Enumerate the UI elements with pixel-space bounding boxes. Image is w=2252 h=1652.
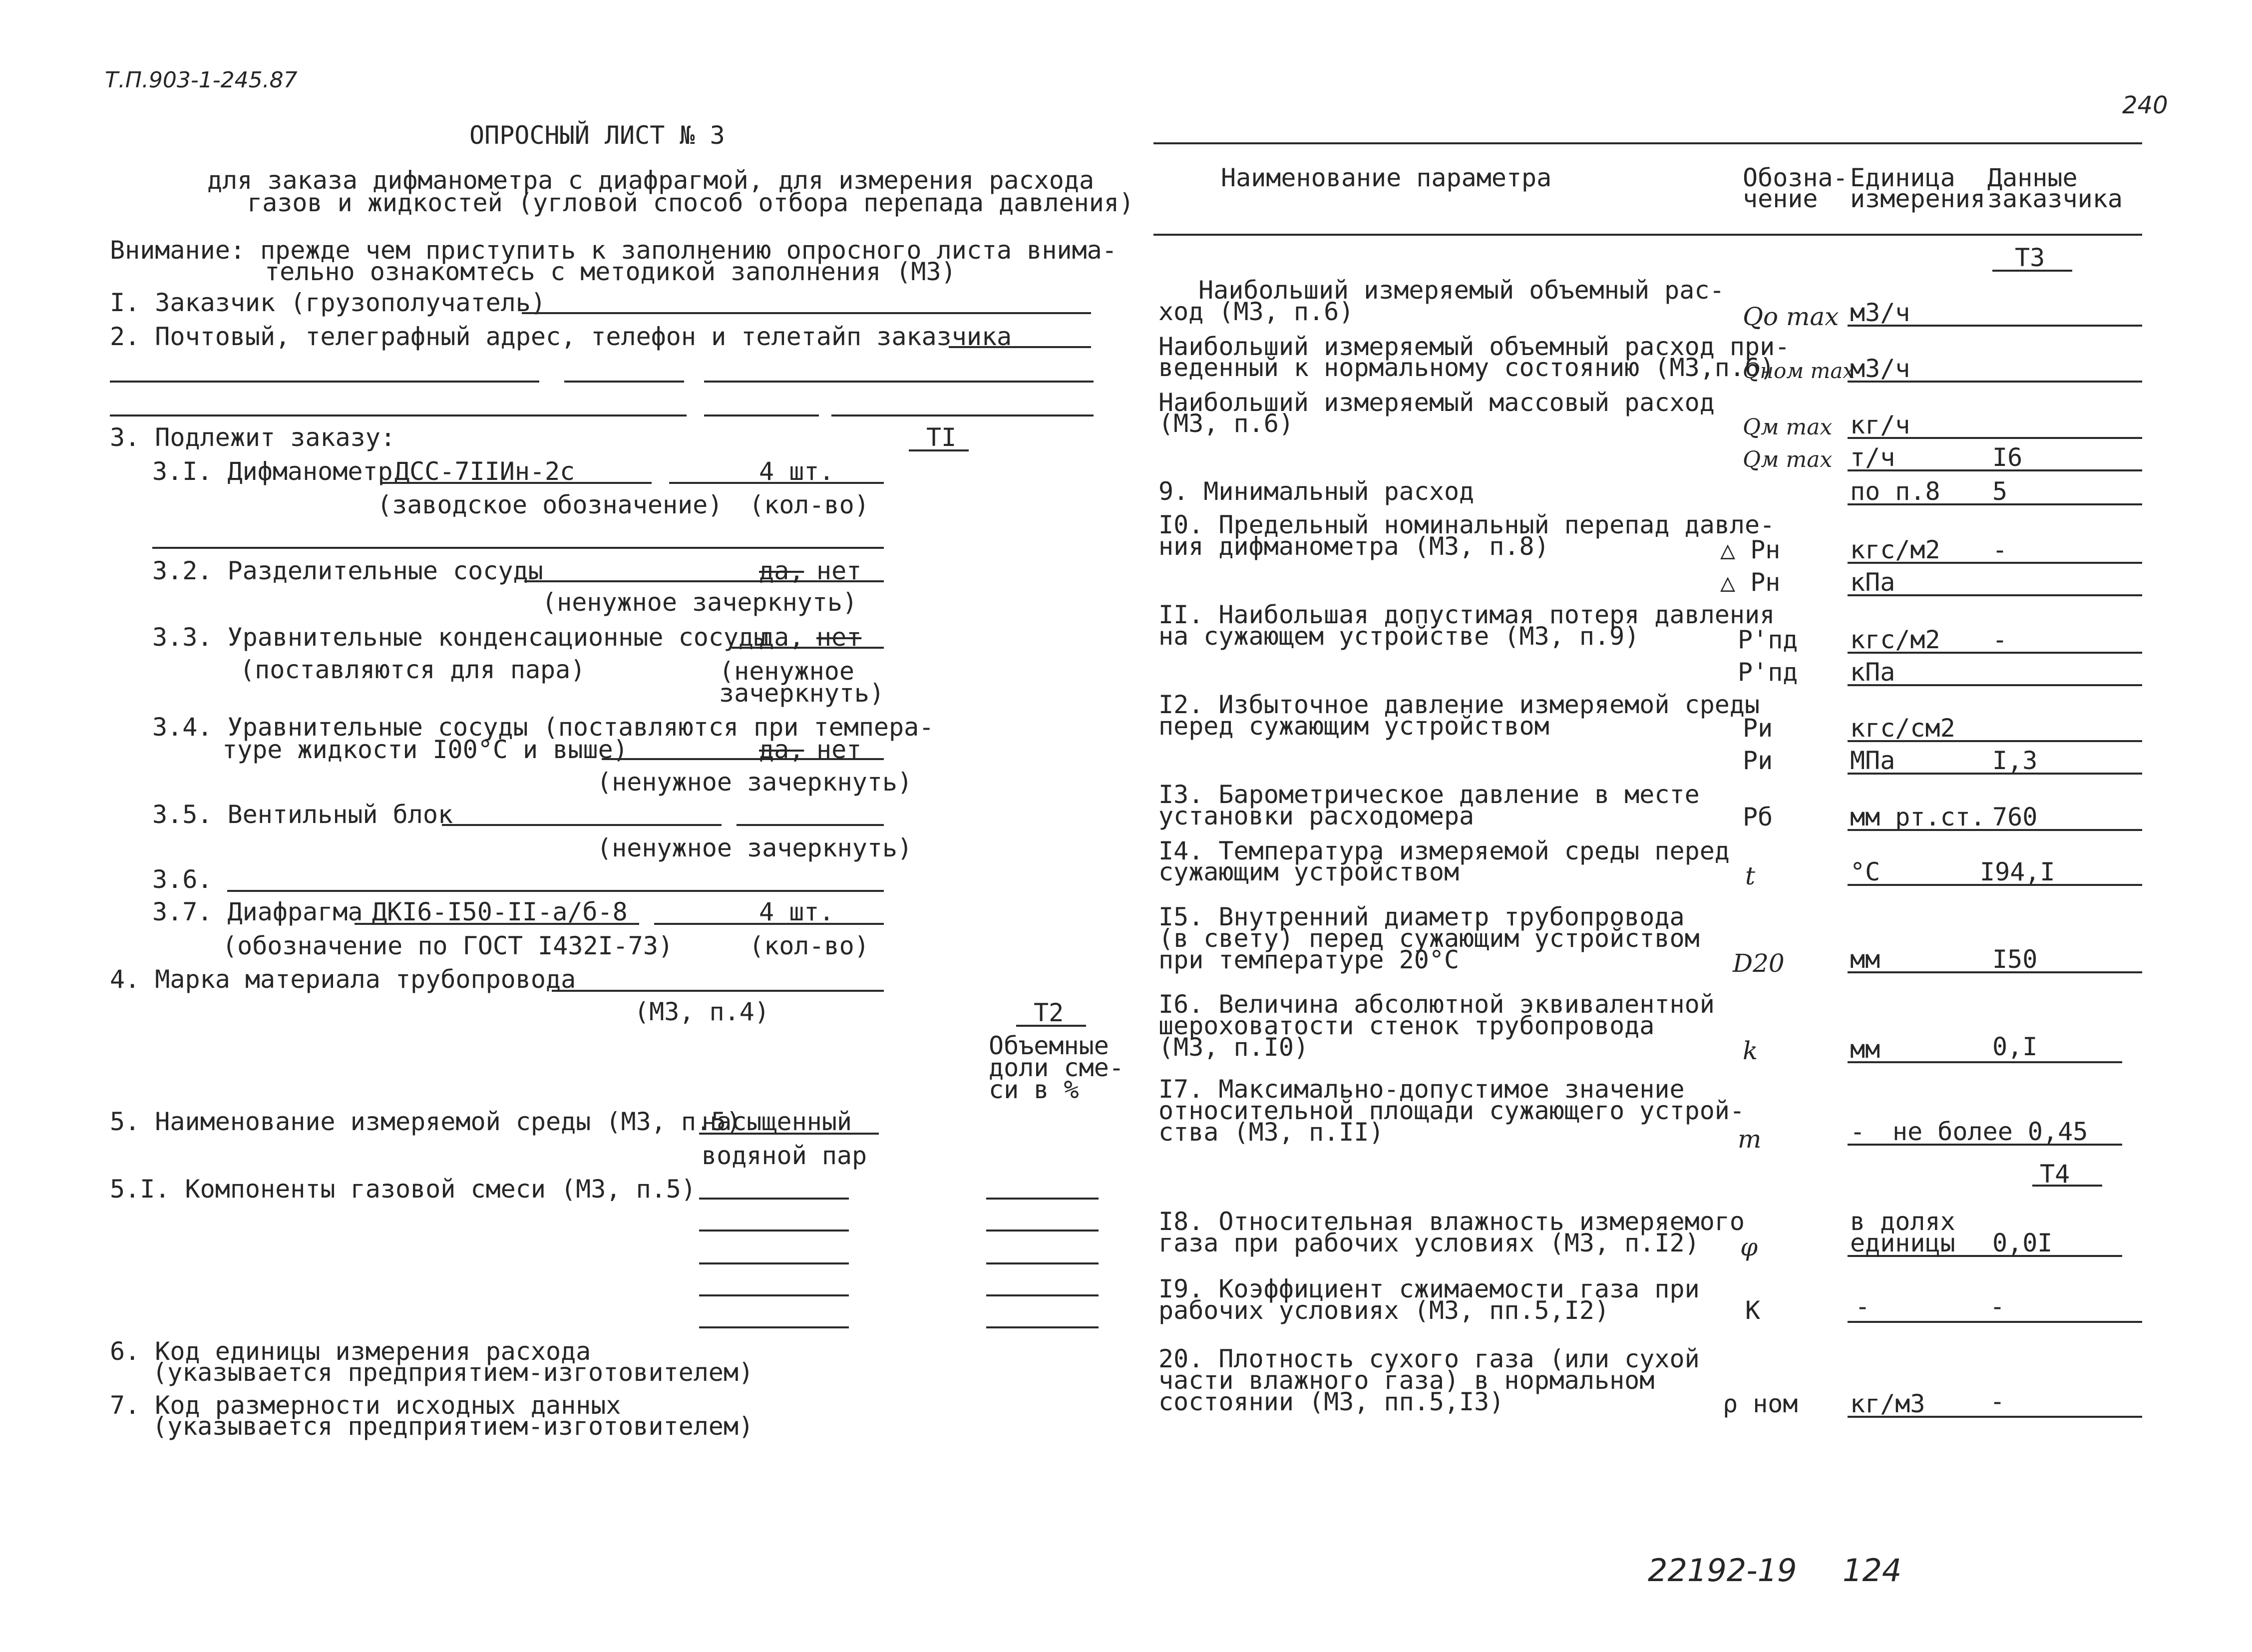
attention-line2: тельно ознакомтесь с методикой заполнения (МЗ) (265, 257, 956, 286)
param-row-13-value: I50 (1992, 945, 2038, 974)
item-3-7-qty: 4 шт. (759, 897, 834, 926)
param-row-17-value: - (1990, 1292, 2005, 1321)
gas-fraction-3[interactable] (986, 1262, 1099, 1264)
item-5-1-label: 5.I. Компоненты газовой смеси (МЗ, п.5) (110, 1175, 696, 1204)
t2-caption-1: Объемные (989, 1031, 1109, 1060)
item-3-4-line1: 3.4. Уравнительные сосуды (поставляются при темпера- (152, 713, 934, 742)
param-row-2-field[interactable] (1848, 437, 2142, 439)
gas-component-5[interactable] (699, 1326, 849, 1328)
column-header-unit-1: Единица (1850, 163, 1955, 192)
gas-fraction-4[interactable] (986, 1294, 1099, 1296)
param-row-16-field[interactable] (1848, 1255, 2122, 1257)
item-3-4-line2: туре жидкости I00°С и выше) (222, 735, 628, 764)
param-row-10-unit: МПа (1850, 746, 1895, 775)
param-row-6-symbol: △ Рн (1720, 568, 1781, 597)
item-4-label: 4. Марка материала трубопровода (110, 965, 576, 994)
param-row-11-field[interactable] (1848, 829, 2142, 831)
param-row-5-unit: кгс/м2 (1850, 535, 1940, 564)
item-3-1-qty: 4 шт. (759, 457, 834, 486)
param-row-2-line1: Наибольший измеряемый массовый расход (1158, 388, 1715, 417)
item-3-1-field[interactable] (382, 482, 652, 484)
item-3-7-label: 3.7. Диафрагма (152, 897, 363, 926)
param-row-10-value: I,3 (1992, 746, 2038, 775)
item-3-2-label: 3.2. Разделительные сосуды (152, 556, 543, 585)
param-row-4-line1: 9. Минимальный расход (1158, 477, 1475, 506)
item-5-label: 5. Наименование измеряемой среды (МЗ, п.5) (110, 1107, 742, 1136)
item-4-hint: (МЗ, п.4) (634, 997, 769, 1026)
item-3-1-extra-field[interactable] (152, 547, 884, 549)
t4-underline (2032, 1185, 2102, 1187)
param-row-12-field[interactable] (1848, 884, 2142, 886)
param-row-9-line1: I2. Избыточное давление измеряемой среды (1158, 690, 1760, 719)
param-row-16-symbol: φ (1740, 1233, 1758, 1261)
item-3-1-hint2: (кол-во) (749, 490, 869, 519)
item-2-field-line3a[interactable] (110, 414, 687, 416)
item-3-3-hint1: (поставляются для пара) (240, 655, 586, 684)
param-row-13-field[interactable] (1848, 971, 2142, 973)
column-header-name: Наименование параметра (1221, 163, 1552, 192)
item-1-field[interactable] (522, 312, 1091, 314)
param-row-15-symbol: m (1738, 1125, 1762, 1154)
gas-component-1[interactable] (699, 1198, 849, 1200)
item-2-field[interactable] (949, 346, 1091, 348)
item-3-3-label: 3.3. Уравнительные конденсационные сосуды (152, 623, 769, 652)
param-row-0-line2: ход (МЗ, п.6) (1158, 297, 1354, 326)
param-row-1-unit: м3/ч (1850, 354, 1910, 383)
item-3-3-yes: да, (759, 623, 804, 652)
param-row-14-symbol: k (1743, 1036, 1758, 1065)
param-row-14-line1: I6. Величина абсолютной эквивалентной (1158, 990, 1715, 1019)
item-3-2-no: нет (816, 556, 862, 585)
t1-underline (909, 449, 969, 451)
item-3-label: 3. Подлежит заказу: (110, 423, 395, 452)
item-3-1-hint1: (заводское обозначение) (377, 490, 723, 519)
param-row-17-symbol: К (1745, 1296, 1761, 1325)
param-row-4-value: 5 (1992, 477, 2008, 506)
param-row-0-line1: Наибольший измеряемый объемный рас- (1198, 276, 1725, 305)
param-row-18-line3: состоянии (МЗ, пп.5,I3) (1158, 1387, 1504, 1416)
item-3-1-label: 3.I. Дифманометр (152, 457, 393, 486)
gas-component-2[interactable] (699, 1230, 849, 1232)
form-title: ОПРОСНЫЙ ЛИСТ № 3 (469, 121, 725, 150)
item-3-4-no: нет (816, 735, 862, 764)
param-row-17-field[interactable] (1848, 1321, 2142, 1323)
gas-component-3[interactable] (699, 1262, 849, 1264)
param-row-18-field[interactable] (1848, 1416, 2142, 1418)
t3-underline (1992, 270, 2072, 272)
column-header-symbol-1: Обозна- (1743, 163, 1848, 192)
param-row-3-unit: т/ч (1850, 443, 1895, 472)
item-2-field-line3c[interactable] (831, 414, 1094, 416)
param-row-15-line3: ства (МЗ, п.II) (1158, 1118, 1384, 1147)
item-3-3-hint2b: зачеркнуть) (719, 679, 885, 708)
t2-caption-2: доли сме- (989, 1053, 1124, 1082)
item-2-field-line2b[interactable] (564, 381, 684, 383)
param-row-7-symbol: Р'пд (1738, 625, 1798, 654)
gas-fraction-2[interactable] (986, 1230, 1099, 1232)
param-row-0-unit: м3/ч (1850, 298, 1910, 327)
param-row-14-unit: мм (1850, 1035, 1880, 1064)
param-row-13-line1: I5. Внутренний диаметр трубопровода (1158, 902, 1685, 931)
param-row-3-symbol: Qм max (1743, 447, 1833, 472)
param-row-18-value: - (1990, 1387, 2005, 1416)
param-row-8-unit: кПа (1850, 658, 1895, 687)
param-row-13-line2: (в свету) перед сужающим устройством (1158, 924, 1700, 953)
table-marker-t4: T4 (2040, 1160, 2070, 1189)
param-row-16-value: 0,0I (1992, 1229, 2053, 1257)
item-7-line2: (указывается предприятием-изготовителем) (152, 1412, 754, 1441)
param-row-12-line2: сужающим устройством (1158, 857, 1460, 886)
param-row-1-symbol: Qном max (1743, 359, 1855, 383)
param-row-7-line1: II. Наибольшая допустимая потеря давления (1158, 600, 1775, 629)
param-row-7-field[interactable] (1848, 652, 2142, 654)
param-row-17-line1: I9. Коэффициент сжимаемости газа при (1158, 1274, 1700, 1303)
param-row-13-symbol: D20 (1733, 949, 1785, 978)
param-row-11-line1: I3. Барометрическое давление в месте (1158, 780, 1700, 809)
item-7-line1: 7. Код размерности исходных данных (110, 1391, 621, 1420)
param-row-14-line3: (МЗ, п.I0) (1158, 1033, 1309, 1062)
param-row-16-unit-line1: в долях (1850, 1207, 1955, 1236)
item-3-3-hint2a: (ненужное (719, 657, 854, 686)
param-row-6-field[interactable] (1848, 594, 2142, 596)
param-row-16-line1: I8. Относительная влажность измеряемого (1158, 1207, 1745, 1236)
item-3-5-hint: (ненужное зачеркнуть) (597, 833, 913, 862)
table-top-rule (1153, 142, 2142, 144)
param-row-9-unit: кгс/см2 (1850, 714, 1955, 743)
column-header-data-1: Данные (1987, 163, 2078, 192)
item-3-2-yes: да, (759, 556, 804, 585)
param-row-8-symbol: Р'пд (1738, 658, 1798, 687)
param-row-12-unit: °С (1850, 857, 1880, 886)
param-row-18-unit: кг/м3 (1850, 1389, 1925, 1418)
t2-underline (1016, 1025, 1086, 1027)
param-row-11-line2: установки расходомера (1158, 802, 1475, 830)
item-3-1-value: ДСС-7IIИн-2с (394, 457, 575, 486)
param-row-5-field[interactable] (1848, 562, 2142, 564)
param-row-9-line2: перед сужающим устройством (1158, 712, 1549, 741)
item-3-5-field2[interactable] (737, 824, 884, 826)
param-row-15-line1: I7. Максимально-допустимое значение (1158, 1075, 1685, 1104)
param-row-4-field[interactable] (1848, 503, 2142, 505)
item-6-line2: (указывается предприятием-изготовителем) (152, 1358, 754, 1387)
param-row-12-symbol: t (1745, 861, 1756, 890)
param-row-1-field[interactable] (1848, 381, 2142, 383)
gas-fraction-5[interactable] (986, 1326, 1099, 1328)
param-row-14-value: 0,I (1992, 1032, 2038, 1061)
column-header-symbol-2: чение (1743, 184, 1818, 213)
inventory-number: 22192-19 (1648, 1552, 1797, 1589)
attention-line1: Внимание: прежде чем приступить к заполнению опросного листа внима- (110, 236, 1117, 265)
param-row-13-line3: при температуре 20°С (1158, 945, 1460, 974)
param-row-18-symbol: ρ ном (1723, 1389, 1798, 1418)
item-1-label: I. Заказчик (грузополучатель) (110, 288, 546, 317)
document-code: Т.П.903-1-245.87 (105, 67, 298, 93)
item-5-value1: насыщенный (702, 1107, 852, 1136)
param-row-1-line1: Наибольший измеряемый объемный расход при- (1158, 332, 1790, 361)
item-3-7-hint2: (кол-во) (749, 931, 869, 960)
param-row-5-line2: ния дифманометра (МЗ, п.8) (1158, 532, 1549, 561)
param-row-16-unit-line2: единицы (1850, 1229, 1955, 1257)
param-row-15-field[interactable] (1848, 1144, 2122, 1146)
param-row-0-symbol: Qо max (1743, 302, 1839, 331)
param-row-15-line2: относительной площади сужающего устрой- (1158, 1096, 1745, 1125)
param-row-16-line2: газа при рабочих условиях (МЗ, п.I2) (1158, 1229, 1700, 1257)
table-marker-t1: TI (926, 423, 957, 452)
item-3-6-field[interactable] (227, 890, 884, 892)
param-row-7-line2: на сужающем устройстве (МЗ, п.9) (1158, 622, 1640, 651)
column-header-data-2: заказчика (1987, 184, 2123, 213)
item-5-value2: водяной пар (702, 1141, 867, 1170)
param-row-7-value: - (1992, 625, 2008, 654)
param-row-11-symbol: Рб (1743, 803, 1773, 831)
item-3-5-label: 3.5. Вентильный блок (152, 800, 453, 829)
item-3-7-field[interactable] (355, 923, 639, 925)
param-row-3-value: I6 (1992, 443, 2023, 472)
param-row-14-field[interactable] (1848, 1061, 2122, 1063)
param-row-4-unit: по п.8 (1850, 477, 1940, 506)
param-row-17-unit: - (1855, 1292, 1871, 1321)
param-row-5-line1: I0. Предельный номинальный перепад давле- (1158, 510, 1775, 539)
param-row-8-field[interactable] (1848, 684, 2142, 686)
item-3-4-hint: (ненужное зачеркнуть) (597, 768, 913, 797)
param-row-9-symbol: Ри (1743, 714, 1773, 743)
param-row-12-value: I94,I (1980, 857, 2055, 886)
param-row-15-value: не более 0,45 (1892, 1117, 2088, 1146)
item-3-6-label: 3.6. (152, 865, 213, 894)
param-row-2-line2: (МЗ, п.6) (1158, 409, 1294, 438)
item-2-label: 2. Почтовый, телеграфный адрес, телефон и телетайп заказчика (110, 322, 1012, 351)
param-row-2-symbol: Qм max (1743, 414, 1833, 440)
item-3-2-hint: (ненужное зачеркнуть) (542, 588, 858, 617)
param-row-18-line1: 20. Плотность сухого газа (или сухой (1158, 1344, 1700, 1373)
item-2-field-line3b[interactable] (704, 414, 819, 416)
param-row-15-unit: - (1850, 1117, 1866, 1146)
param-row-6-unit: кПа (1850, 568, 1895, 597)
item-3-3-no: нет (816, 623, 862, 652)
param-row-5-value: - (1992, 535, 2008, 564)
param-row-2-unit: кг/ч (1850, 411, 1910, 439)
page-number: 240 (2122, 91, 2168, 119)
item-3-1-qty-field[interactable] (669, 482, 884, 484)
param-row-0-field[interactable] (1848, 325, 2142, 327)
item-3-5-field[interactable] (442, 824, 722, 826)
param-row-9-field[interactable] (1848, 740, 2142, 742)
param-row-5-symbol: △ Рн (1720, 535, 1781, 564)
item-3-4-yes: да, (759, 735, 804, 764)
table-header-rule (1153, 234, 2142, 236)
param-row-18-line2: части влажного газа) в нормальном (1158, 1366, 1655, 1395)
param-row-1-line2: веденный к нормальному состоянию (МЗ,п.6) (1158, 353, 1775, 382)
gas-fraction-1[interactable] (986, 1198, 1099, 1200)
param-row-11-unit: мм рт.ст. (1850, 803, 1985, 831)
form-subtitle-line2: газов и жидкостей (угловой способ отбора перепада давления) (247, 188, 1134, 217)
gas-component-4[interactable] (699, 1294, 849, 1296)
item-2-field-line2a[interactable] (110, 381, 539, 383)
t2-caption-3: си в % (989, 1075, 1079, 1104)
param-row-12-line1: I4. Температура измеряемой среды перед (1158, 836, 1730, 865)
column-header-unit-2: измерения (1850, 184, 1985, 213)
param-row-3-field[interactable] (1848, 469, 2142, 471)
table-marker-t3: T3 (2015, 243, 2045, 272)
sheet-number: 124 (1843, 1552, 1902, 1589)
item-2-field-line2c[interactable] (704, 381, 1094, 383)
item-3-7-qty-field[interactable] (654, 923, 884, 925)
param-row-17-line2: рабочих условиях (МЗ, пп.5,I2) (1158, 1296, 1610, 1325)
item-4-field[interactable] (552, 990, 884, 992)
item-6-line1: 6. Код единицы измерения расхода (110, 1337, 591, 1366)
param-row-11-value: 760 (1992, 803, 2038, 831)
item-3-7-hint1: (обозначение по ГОСТ I432I-73) (222, 931, 674, 960)
param-row-7-unit: кгс/м2 (1850, 625, 1940, 654)
param-row-14-line2: шероховатости стенок трубопровода (1158, 1011, 1655, 1040)
form-subtitle-line1: для заказа дифманометра с диафрагмой, для измерения расхода (207, 166, 1095, 195)
item-3-7-value: ДКI6-I50-II-а/б-8 (372, 897, 628, 926)
param-row-10-symbol: Ри (1743, 746, 1773, 775)
table-marker-t2: T2 (1034, 998, 1064, 1027)
param-row-13-unit: мм (1850, 945, 1880, 974)
param-row-10-field[interactable] (1848, 773, 2142, 775)
item-5-field[interactable] (699, 1133, 879, 1135)
